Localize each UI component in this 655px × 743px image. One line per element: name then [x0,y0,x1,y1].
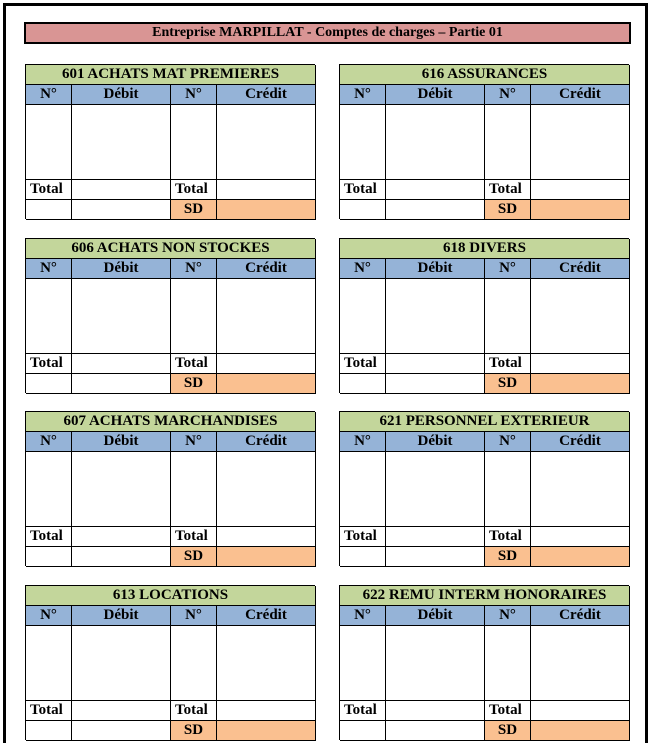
solde-empty-cell [26,374,72,394]
header-num-debit: N° [340,606,386,626]
entry-num-credit-cell[interactable] [171,105,217,180]
header-credit: Crédit [531,432,630,452]
total-credit-label: Total [171,180,217,200]
header-debit: Débit [386,85,485,105]
entry-credit-cell[interactable] [217,105,316,180]
total-credit-label: Total [485,180,531,200]
entry-num-debit-cell[interactable] [26,452,72,527]
header-debit: Débit [386,259,485,279]
entry-num-credit-cell[interactable] [171,452,217,527]
account-title: 621 PERSONNEL EXTERIEUR [340,412,630,432]
header-num-debit: N° [26,432,72,452]
solde-value[interactable] [531,374,630,394]
total-debit-value[interactable] [72,701,171,721]
header-debit: Débit [72,85,171,105]
solde-empty-cell [72,374,171,394]
solde-empty-cell [340,721,386,741]
solde-value[interactable] [217,200,316,220]
header-num-debit: N° [26,85,72,105]
solde-value[interactable] [217,547,316,567]
entry-debit-cell[interactable] [386,105,485,180]
header-debit: Débit [386,432,485,452]
header-debit: Débit [72,259,171,279]
total-credit-value[interactable] [531,180,630,200]
entry-num-debit-cell[interactable] [340,105,386,180]
header-num-debit: N° [340,259,386,279]
solde-empty-cell [340,547,386,567]
account-table [25,238,315,393]
total-debit-label: Total [26,527,72,547]
total-credit-label: Total [171,354,217,374]
account-table [25,411,315,566]
solde-empty-cell [26,547,72,567]
entry-num-credit-cell[interactable] [171,279,217,354]
solde-empty-cell [386,721,485,741]
total-debit-label: Total [340,180,386,200]
total-credit-label: Total [485,527,531,547]
total-debit-label: Total [26,180,72,200]
solde-empty-cell [72,721,171,741]
account-table [25,585,315,740]
header-debit: Débit [72,606,171,626]
account-table [339,585,629,740]
header-num-debit: N° [26,606,72,626]
header-credit: Crédit [217,85,316,105]
total-debit-label: Total [340,354,386,374]
entry-num-credit-cell[interactable] [485,105,531,180]
total-credit-label: Total [171,527,217,547]
solde-empty-cell [26,200,72,220]
header-num-credit: N° [485,606,531,626]
header-credit: Crédit [531,606,630,626]
total-debit-value[interactable] [72,180,171,200]
entry-num-debit-cell[interactable] [26,626,72,701]
entry-num-debit-cell[interactable] [340,452,386,527]
total-debit-label: Total [26,701,72,721]
total-credit-value[interactable] [217,527,316,547]
solde-label: SD [171,200,217,220]
solde-empty-cell [340,200,386,220]
total-credit-label: Total [485,701,531,721]
total-credit-value[interactable] [531,354,630,374]
account-title: 613 LOCATIONS [26,586,316,606]
header-num-credit: N° [171,85,217,105]
header-credit: Crédit [217,606,316,626]
total-credit-value[interactable] [217,180,316,200]
account-title: 606 ACHATS NON STOCKES [26,239,316,259]
solde-value[interactable] [531,200,630,220]
solde-value[interactable] [531,547,630,567]
account-table [339,238,629,393]
header-credit: Crédit [531,259,630,279]
total-debit-value[interactable] [72,527,171,547]
account-title: 616 ASSURANCES [340,65,630,85]
entry-credit-cell[interactable] [217,279,316,354]
header-num-credit: N° [485,432,531,452]
entry-num-debit-cell[interactable] [26,105,72,180]
entry-num-credit-cell[interactable] [171,626,217,701]
header-num-credit: N° [171,606,217,626]
entry-debit-cell[interactable] [386,626,485,701]
account-title: 618 DIVERS [340,239,630,259]
header-credit: Crédit [531,85,630,105]
entry-num-debit-cell[interactable] [340,279,386,354]
solde-value[interactable] [217,721,316,741]
page-title: Entreprise MARPILLAT - Comptes de charges – Partie 01 [24,22,631,44]
entry-credit-cell[interactable] [531,279,630,354]
account-table [25,64,315,219]
entry-num-debit-cell[interactable] [26,279,72,354]
entry-debit-cell[interactable] [72,452,171,527]
account-title: 607 ACHATS MARCHANDISES [26,412,316,432]
solde-value[interactable] [531,721,630,741]
header-num-debit: N° [340,85,386,105]
account-title: 601 ACHATS MAT PREMIERES [26,65,316,85]
solde-label: SD [485,721,531,741]
solde-label: SD [171,547,217,567]
entry-credit-cell[interactable] [217,626,316,701]
total-debit-value[interactable] [386,527,485,547]
total-credit-value[interactable] [531,701,630,721]
entry-credit-cell[interactable] [531,452,630,527]
total-debit-value[interactable] [386,354,485,374]
solde-label: SD [171,721,217,741]
entry-num-credit-cell[interactable] [485,626,531,701]
total-debit-value[interactable] [72,354,171,374]
solde-empty-cell [340,374,386,394]
entry-debit-cell[interactable] [72,105,171,180]
solde-empty-cell [386,374,485,394]
total-debit-label: Total [340,701,386,721]
header-num-credit: N° [485,85,531,105]
total-debit-label: Total [340,527,386,547]
entry-debit-cell[interactable] [386,279,485,354]
entry-num-credit-cell[interactable] [485,452,531,527]
header-debit: Débit [386,606,485,626]
header-num-debit: N° [340,432,386,452]
total-debit-value[interactable] [386,180,485,200]
account-title: 622 REMU INTERM HONORAIRES [340,586,630,606]
solde-label: SD [485,200,531,220]
solde-empty-cell [72,547,171,567]
solde-empty-cell [386,200,485,220]
entry-debit-cell[interactable] [72,626,171,701]
entry-credit-cell[interactable] [531,105,630,180]
header-num-credit: N° [485,259,531,279]
header-num-credit: N° [171,432,217,452]
header-credit: Crédit [217,432,316,452]
entry-num-debit-cell[interactable] [340,626,386,701]
solde-empty-cell [386,547,485,567]
solde-label: SD [171,374,217,394]
header-num-credit: N° [171,259,217,279]
account-table [339,411,629,566]
header-debit: Débit [72,432,171,452]
solde-label: SD [485,547,531,567]
total-credit-value[interactable] [217,354,316,374]
header-credit: Crédit [217,259,316,279]
header-num-debit: N° [26,259,72,279]
total-credit-label: Total [485,354,531,374]
total-debit-label: Total [26,354,72,374]
account-table [339,64,629,219]
total-credit-value[interactable] [531,527,630,547]
solde-empty-cell [72,200,171,220]
entry-credit-cell[interactable] [531,626,630,701]
total-credit-label: Total [171,701,217,721]
entry-credit-cell[interactable] [217,452,316,527]
solde-empty-cell [26,721,72,741]
entry-num-credit-cell[interactable] [485,279,531,354]
total-debit-value[interactable] [386,701,485,721]
total-credit-value[interactable] [217,701,316,721]
solde-value[interactable] [217,374,316,394]
entry-debit-cell[interactable] [72,279,171,354]
entry-debit-cell[interactable] [386,452,485,527]
solde-label: SD [485,374,531,394]
